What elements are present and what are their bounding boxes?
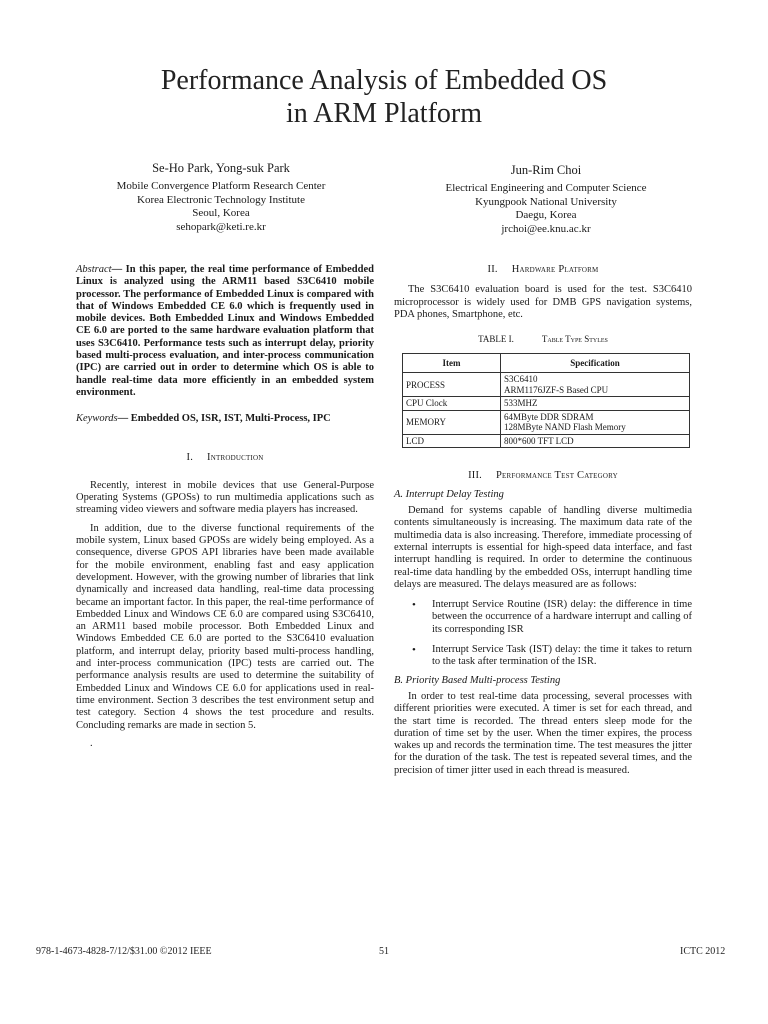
abstract [76, 264, 374, 399]
section-number: I. [186, 451, 194, 463]
author-institute: Kyungpook National University [475, 195, 617, 208]
author-affiliation: Electrical Engineering and Computer Science [445, 182, 647, 194]
table-cell-item: MEMORY [403, 410, 501, 434]
table-caption [394, 333, 692, 345]
spec-line: ARM1176JZF-S Based CPU [504, 384, 609, 395]
table-cell-item: CPU Clock [403, 397, 501, 411]
table-cell-spec [501, 410, 690, 434]
intro-paragraph-2: In addition, due to the diverse functional requirements of the mobile system, Linux based GPOSs are widely being employed. As a consequence, diverse GPOS API libraries have been made available for the mobile environment, enabling fast and easy application development. However, with the growing number of libraries that link dynamically and increased data handling, real-time data processing became an important factor. In this paper, the real-time performance of Embedded Linux and Windows CE 6.0 are compared using S3C6410, an ARM11 based mobile processor. Both Embedded Linux and Windows Embedded CE 6.0 are ported to the S3C6410 evaluation platform, and interrupt delay, priority based multi-process handling, and inter-process communication (IPC) tests are carried out. The performance analysis results are used to determine the suitability of Embedded Linux and Windows CE 6.0 for applications used in real-time environment. Section 3 describes the test environment setup and test category. Section 4 shows the test procedure and results. Concluding remarks are made in section 5. [76, 522, 374, 731]
spec-line: 128MByte NAND Flash Memory [504, 422, 626, 433]
title-line-2: in ARM Platform [285, 98, 482, 129]
title-line-1: Performance Analysis of Embedded OS [160, 65, 608, 96]
subsection-heading-priority: B. Priority Based Multi-process Testing [394, 674, 561, 686]
section-title: Performance Test Category [496, 470, 618, 482]
table-row [403, 434, 690, 448]
table-row [403, 397, 690, 411]
keywords-label: Keywords [76, 413, 118, 425]
spec-line: 800*600 TFT LCD [504, 435, 574, 446]
author-email: jrchoi@ee.knu.ac.kr [501, 222, 591, 235]
table-row [403, 373, 690, 397]
section-number: II. [487, 264, 498, 275]
spec-line: 533MHZ [504, 398, 538, 409]
subsection-heading-interrupt: A. Interrupt Delay Testing [394, 488, 504, 500]
abstract-text: — In this paper, the real time performance of Embedded Linux is analyzed using the ARM11 based S3C6410 mobile processor. The performance of Embedded Linux is compared with that of Windows Embedded CE 6.0 which is frequently used in mobile devices. Both Embedded Linux and Windows Embedded CE 6.0 are ported to the same hardware evaluation platform that uses S3C6410. Performance tests such as interrupt delay, priority based multi-process evaluation, and inter-process communication (IPC) are carried out in order to determine which OS is able to handle real-time data more efficiently in an embedded system environment. [76, 264, 374, 398]
table-cell-spec [501, 373, 690, 397]
priority-paragraph: In order to test real-time data processing, several processes with different priorities were executed. A timer is set for each thread, and the start time is recorded. The thread enters sleep mode for the duration of time set by the user. When the timer expires, the process wakes up and records the termination time. The test measures the jitter for the duration of the task. The test is repeated several times, and the precision of timer jitter used in each thread is measured. [394, 690, 692, 776]
spec-line: S3C6410 [504, 374, 538, 385]
left-column [76, 264, 374, 750]
section-title: Introduction [207, 451, 264, 463]
bullet-ist: • Interrupt Service Task (IST) delay: the time it takes to return to the task after termination of the ISR. [394, 644, 692, 669]
abstract-label: Abstract [76, 264, 112, 275]
author-affiliation: Mobile Convergence Platform Research Center [116, 180, 326, 192]
author-email: sehopark@keti.re.kr [176, 220, 266, 233]
keywords-text: — Embedded OS, ISR, IST, Multi-Process, IPC [117, 413, 331, 425]
hardware-paragraph: The S3C6410 evaluation board is used for the test. S3C6410 microprocessor is widely used for DMB GPS navigation systems, PDA phones, Smartphone, etc. [394, 284, 692, 320]
section-heading-performance [394, 470, 692, 482]
table-number: TABLE I. [478, 334, 514, 345]
author-block-right [396, 162, 696, 236]
footer-conference: ICTC 2012 [680, 946, 726, 957]
section-heading-introduction [76, 452, 374, 464]
footer-page-number: 51 [379, 946, 389, 957]
table-header-row [403, 354, 690, 373]
table-header-item: Item [403, 354, 501, 373]
author-location: Daegu, Korea [515, 209, 577, 221]
right-column [394, 264, 692, 777]
table-caption-text: Table Type Styles [541, 334, 608, 345]
table-row [403, 410, 690, 434]
intro-paragraph-1: Recently, interest in mobile devices that use General-Purpose Operating Systems (GPOSs) to run multimedia applications such as streaming video viewers and software media players has increased. [76, 479, 374, 516]
table-cell-item: PROCESS [403, 373, 501, 397]
table-cell-item: LCD [403, 434, 501, 448]
table-header-spec: Specification [501, 354, 690, 373]
author-institute: Korea Electronic Technology Institute [137, 193, 305, 206]
paper-title [0, 64, 768, 130]
section-title: Hardware Platform [511, 264, 599, 275]
table-cell-spec [501, 434, 690, 448]
section-number: III. [468, 470, 483, 482]
author-block-left [76, 160, 366, 234]
author-names-right: Jun-Rim Choi [510, 163, 582, 177]
interrupt-paragraph: Demand for systems capable of handling diverse multimedia contents simultaneously is increasing. The maximum data rate of the multimedia data is also increasing. Therefore, immediate processing of external interrupts is essential for high-speed data interface, and fast interrupt handling is required. In order to determine the continuous real-time data handling by the embedded OSs, interrupt handling time delays are measured. The delays measured are as follows: [394, 505, 692, 590]
author-names-left: Se-Ho Park, Yong-suk Park [152, 161, 290, 175]
spec-table [402, 353, 690, 448]
intro-trailing-mark: . [90, 737, 93, 749]
section-heading-hardware [394, 264, 692, 276]
footer-copyright: 978-1-4673-4828-7/12/$31.00 ©2012 IEEE [36, 946, 212, 957]
spec-line: 64MByte DDR SDRAM [504, 411, 594, 422]
keywords [76, 413, 374, 425]
table-cell-spec [501, 397, 690, 411]
delay-bullet-list [394, 599, 692, 668]
author-location: Seoul, Korea [192, 207, 250, 219]
bullet-isr: • Interrupt Service Routine (ISR) delay: the difference in time between the occurrence of a hardware interrupt and calling of its corresponding ISR [394, 599, 692, 636]
